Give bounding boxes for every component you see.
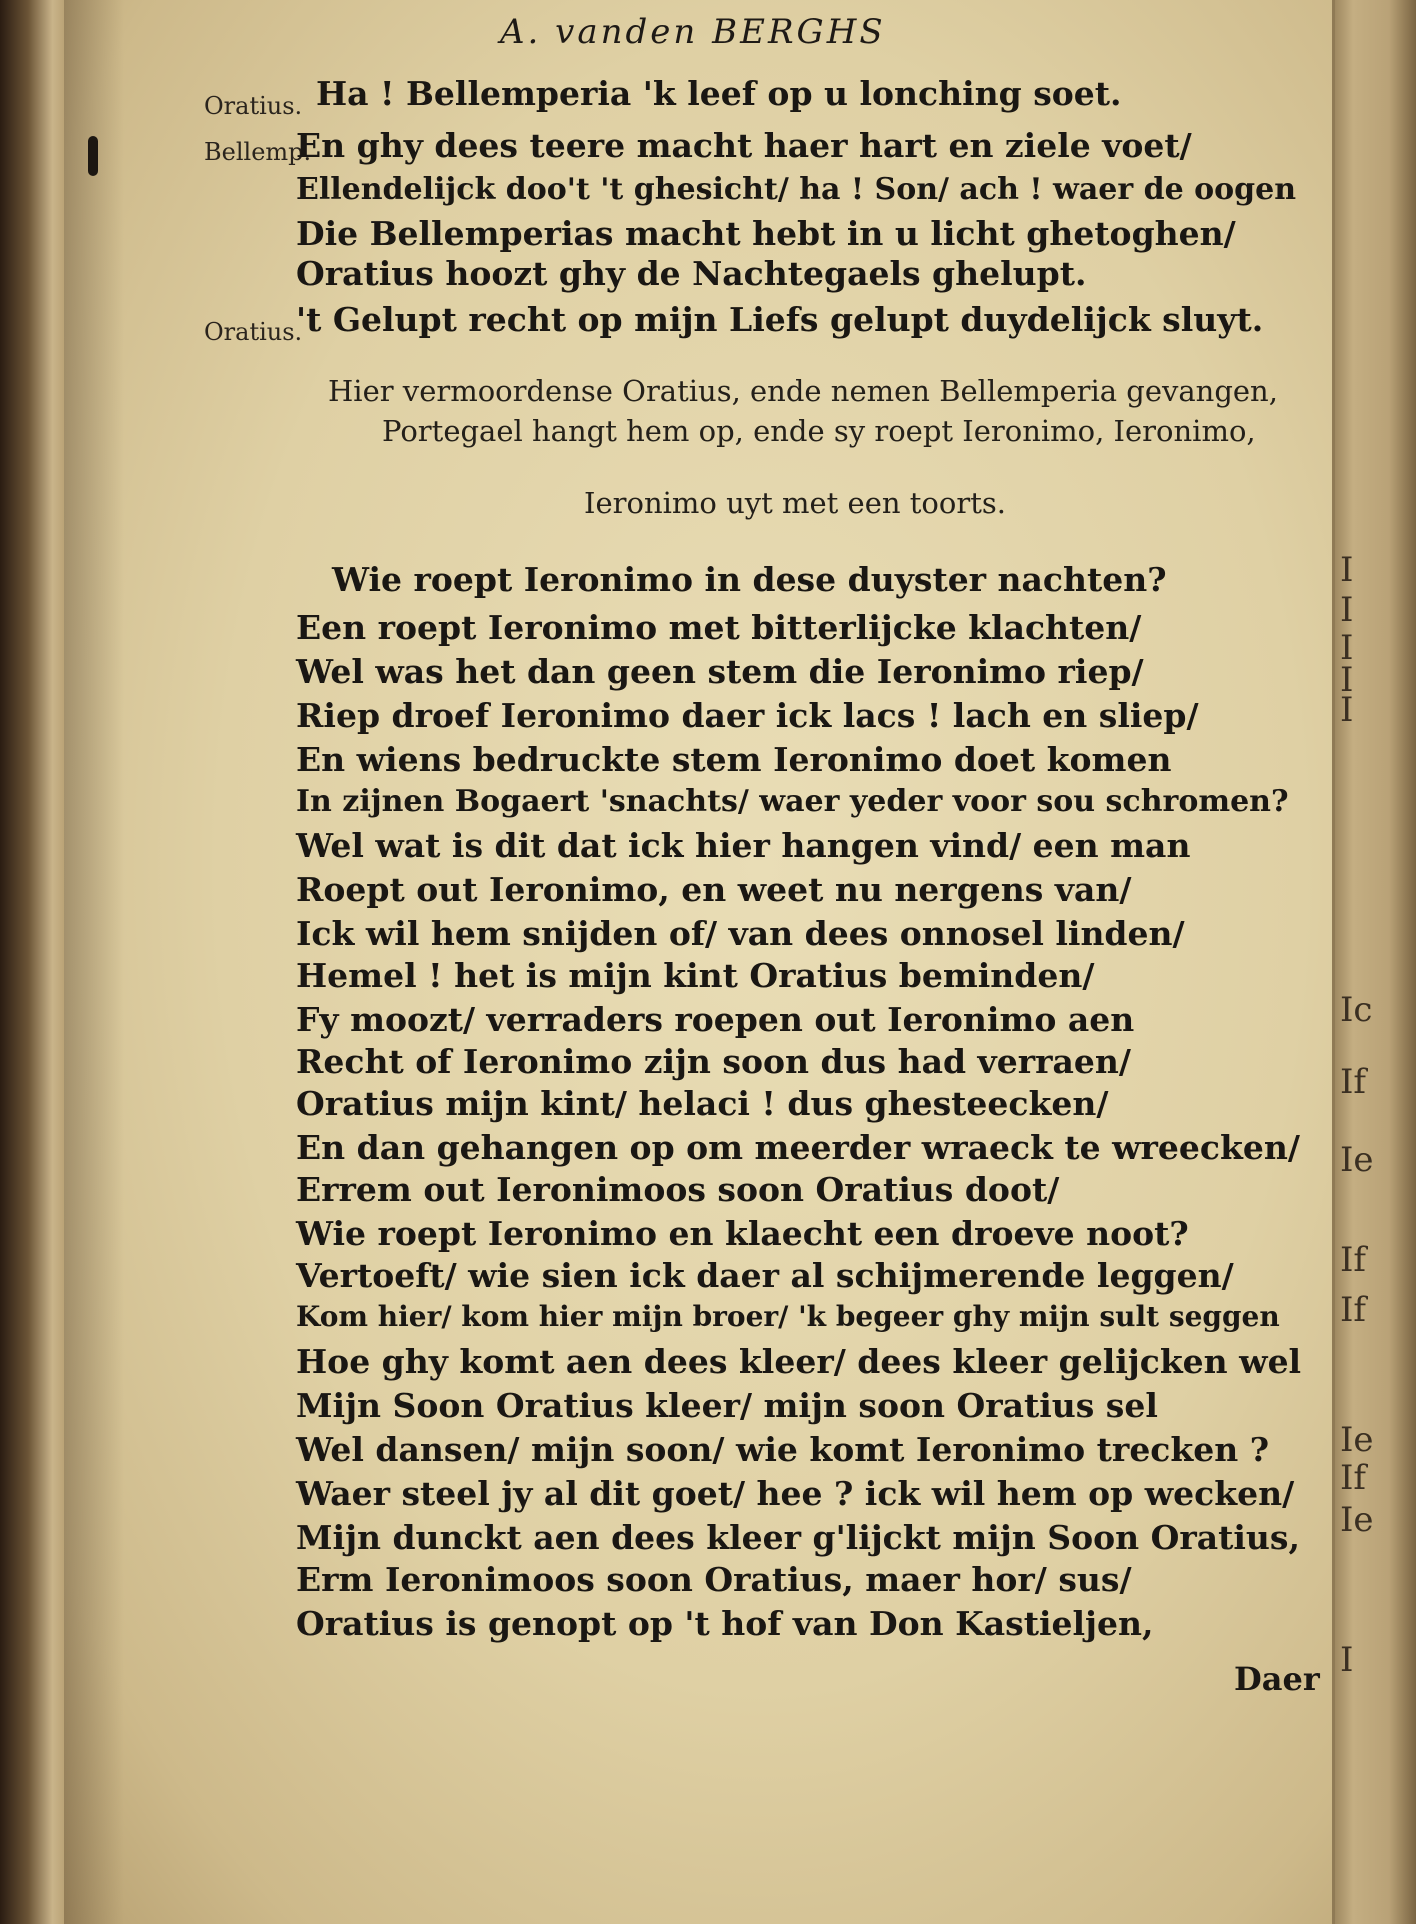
verse-line: Waer steel jy al dit goet/ hee ? ick wil hem op wecken/: [296, 1474, 1295, 1513]
speaker-label: Oratius.: [204, 318, 303, 346]
verse-line: Ha ! Bellemperia 'k leef op u lonching soet.: [316, 74, 1122, 113]
book-cover-edge: [0, 0, 70, 1924]
verse-line: Wel was het dan geen stem die Ieronimo riep/: [296, 652, 1144, 691]
verse-line: Wie roept Ieronimo en klaecht een droeve noot?: [296, 1214, 1189, 1253]
verse-line: Oratius hoozt ghy de Nachtegaels ghelupt.: [296, 254, 1087, 293]
ink-mark: [88, 136, 98, 176]
verse-line: Recht of Ieronimo zijn soon dus had verraen/: [296, 1042, 1131, 1081]
verse-line: Errem out Ieronimoos soon Oratius doot/: [296, 1170, 1060, 1209]
facing-fragment: If: [1340, 1458, 1367, 1498]
verse-line: Wel dansen/ mijn soon/ wie komt Ieronimo trecken ?: [296, 1430, 1270, 1469]
running-header: A. vanden BERGHS: [500, 12, 886, 52]
verse-line: 't Gelupt recht op mijn Liefs gelupt duydelijck sluyt.: [296, 300, 1264, 339]
verse-line: En wiens bedruckte stem Ieronimo doet komen: [296, 740, 1172, 779]
verse-line: Hoe ghy komt aen dees kleer/ dees kleer gelijcken wel: [296, 1342, 1302, 1381]
facing-fragment: I: [1340, 590, 1354, 630]
verse-line: In zijnen Bogaert 'snachts/ waer yeder voor sou schromen?: [296, 784, 1289, 819]
verse-line: Die Bellemperias macht hebt in u licht ghetoghen/: [296, 214, 1236, 253]
facing-fragment: Ie: [1340, 1500, 1374, 1540]
facing-fragment: If: [1340, 1290, 1367, 1330]
verse-line: Ellendelijck doo't 't ghesicht/ ha ! Son/ ach ! waer de oogen: [296, 172, 1297, 207]
facing-fragment: I: [1340, 550, 1354, 590]
facing-fragment: Ic: [1340, 990, 1373, 1030]
verse-line: En dan gehangen op om meerder wraeck te wreecken/: [296, 1128, 1300, 1167]
facing-fragment: Ie: [1340, 1140, 1374, 1180]
verse-line: Oratius mijn kint/ helaci ! dus ghesteecken/: [296, 1084, 1109, 1123]
stage-direction: Ieronimo uyt met een toorts.: [584, 486, 1006, 520]
catchword: Daer: [1234, 1660, 1320, 1698]
facing-fragment: I: [1340, 660, 1354, 700]
verse-line: Mijn dunckt aen dees kleer g'lijckt mijn Soon Oratius,: [296, 1518, 1300, 1557]
facing-fragment: If: [1340, 1062, 1367, 1102]
speaker-label: Oratius.: [204, 92, 303, 120]
facing-fragment: I: [1340, 1640, 1354, 1680]
verse-line: Kom hier/ kom hier mijn broer/ 'k begeer ghy mijn sult seggen: [296, 1300, 1280, 1333]
verse-line: Oratius is genopt op 't hof van Don Kastieljen,: [296, 1604, 1154, 1643]
verse-line: Hemel ! het is mijn kint Oratius beminden/: [296, 956, 1095, 995]
facing-page-edge: [1326, 0, 1416, 1924]
facing-fragment: Ie: [1340, 1420, 1374, 1460]
verse-line: En ghy dees teere macht haer hart en ziele voet/: [296, 126, 1192, 165]
verse-line: Een roept Ieronimo met bitterlijcke klachten/: [296, 608, 1142, 647]
verse-line: Erm Ieronimoos soon Oratius, maer hor/ sus/: [296, 1560, 1132, 1599]
verse-line: Wie roept Ieronimo in dese duyster nachten?: [332, 560, 1167, 599]
verse-line: Ick wil hem snijden of/ van dees onnosel linden/: [296, 914, 1185, 953]
verse-line: Mijn Soon Oratius kleer/ mijn soon Oratius sel: [296, 1386, 1158, 1425]
stage-direction: Portegael hangt hem op, ende sy roept Ieronimo, Ieronimo,: [382, 414, 1256, 448]
facing-fragment: I: [1340, 628, 1354, 668]
stage-direction: Hier vermoordense Oratius, ende nemen Bellemperia gevangen,: [328, 374, 1278, 408]
verse-line: Vertoeft/ wie sien ick daer al schijmerende leggen/: [296, 1256, 1234, 1295]
gutter-shadow: [64, 0, 124, 1924]
book-page: [64, 0, 1335, 1924]
verse-line: Fy moozt/ verraders roepen out Ieronimo aen: [296, 1000, 1135, 1039]
verse-line: Wel wat is dit dat ick hier hangen vind/ een man: [296, 826, 1191, 865]
speaker-label: Bellemp.: [204, 138, 312, 166]
verse-line: Riep droef Ieronimo daer ick lacs ! lach en sliep/: [296, 696, 1199, 735]
facing-fragment: If: [1340, 1240, 1367, 1280]
verse-line: Roept out Ieronimo, en weet nu nergens van/: [296, 870, 1132, 909]
facing-fragment: I: [1340, 690, 1354, 730]
